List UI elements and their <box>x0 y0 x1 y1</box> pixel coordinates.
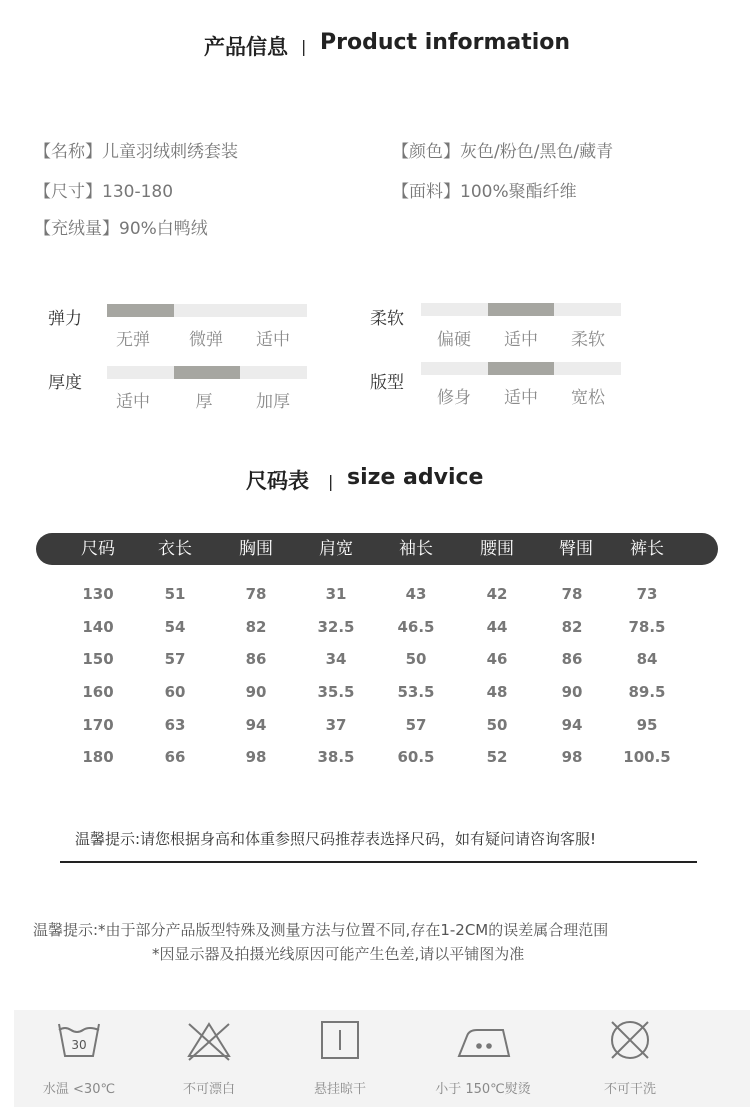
property-label: 版型 <box>370 373 404 393</box>
property-label: 厚度 <box>48 373 82 393</box>
table-cell: 82 <box>245 618 267 636</box>
care-instructions <box>14 1010 750 1107</box>
info-name: 【名称】儿童羽绒刺绣套装 <box>34 142 238 162</box>
bar-segment <box>554 362 621 375</box>
property-bar <box>421 362 621 375</box>
table-cell: 51 <box>164 585 186 603</box>
table-cell: 66 <box>164 748 186 766</box>
table-header-cell: 裤长 <box>630 539 664 559</box>
table-cell: 84 <box>636 650 658 668</box>
table-cell: 35.5 <box>317 683 355 701</box>
table-header-cell: 衣长 <box>158 539 192 559</box>
table-cell: 90 <box>245 683 267 701</box>
table-header-cell: 臀围 <box>559 539 593 559</box>
product-info-title-separator: | <box>301 37 307 56</box>
table-cell: 130 <box>82 585 114 603</box>
property-option: 柔软 <box>571 330 605 350</box>
info-size: 【尺寸】130-180 <box>34 182 174 202</box>
property-option: 修身 <box>437 388 471 408</box>
property-option: 厚 <box>195 392 213 412</box>
care-item-wash <box>19 1010 139 1107</box>
table-cell: 43 <box>405 585 427 603</box>
table-cell: 78.5 <box>628 618 666 636</box>
care-item-hang-dry <box>280 1010 400 1107</box>
table-cell: 78 <box>245 585 267 603</box>
table-cell: 140 <box>82 618 114 636</box>
divider-line <box>60 861 697 863</box>
property-label: 弹力 <box>48 309 82 329</box>
size-table-title-en: size advice <box>347 465 484 490</box>
bar-segment <box>421 303 488 316</box>
size-table-title-separator: | <box>328 472 334 491</box>
table-cell: 160 <box>82 683 114 701</box>
care-item-no-dry-clean <box>570 1010 690 1107</box>
table-cell: 170 <box>82 716 114 734</box>
table-cell: 150 <box>82 650 114 668</box>
info-filling: 【充绒量】90%白鸭绒 <box>34 219 208 239</box>
bar-segment <box>174 366 241 379</box>
table-cell: 37 <box>325 716 347 734</box>
table-cell: 63 <box>164 716 186 734</box>
product-info-title-en: Product information <box>320 30 571 55</box>
care-item-no-bleach <box>149 1010 269 1107</box>
table-cell: 38.5 <box>317 748 355 766</box>
table-cell: 86 <box>561 650 583 668</box>
property-option: 适中 <box>504 330 538 350</box>
table-cell: 57 <box>164 650 186 668</box>
bar-segment <box>240 366 307 379</box>
table-cell: 89.5 <box>628 683 666 701</box>
table-cell: 31 <box>325 585 347 603</box>
note-line-2: *因显示器及拍摄光线原因可能产生色差,请以平铺图为准 <box>152 945 525 963</box>
property-option: 微弹 <box>189 330 223 350</box>
table-cell: 54 <box>164 618 186 636</box>
table-header-cell: 尺码 <box>81 539 115 559</box>
table-cell: 180 <box>82 748 114 766</box>
bar-segment <box>554 303 621 316</box>
table-cell: 60 <box>164 683 186 701</box>
bar-segment <box>107 304 174 317</box>
property-label: 柔软 <box>370 309 404 329</box>
bar-segment <box>488 362 555 375</box>
table-cell: 44 <box>486 618 508 636</box>
table-cell: 52 <box>486 748 508 766</box>
table-cell: 50 <box>405 650 427 668</box>
table-cell: 46.5 <box>397 618 435 636</box>
size-table-header <box>36 533 718 565</box>
wash-30-icon <box>55 1018 103 1064</box>
property-option: 无弹 <box>116 330 150 350</box>
table-cell: 73 <box>636 585 658 603</box>
table-cell: 48 <box>486 683 508 701</box>
care-label: 小于 150℃熨烫 <box>435 1082 531 1097</box>
property-option: 宽松 <box>571 388 605 408</box>
property-option: 适中 <box>504 388 538 408</box>
bar-segment <box>421 362 488 375</box>
table-cell: 86 <box>245 650 267 668</box>
note-line-1: 温馨提示:*由于部分产品版型特殊及测量方法与位置不同,存在1-2CM的误差属合理范围 <box>33 921 609 939</box>
bar-segment <box>107 366 174 379</box>
bar-segment <box>240 304 307 317</box>
table-cell: 100.5 <box>623 748 671 766</box>
table-header-cell: 袖长 <box>399 539 433 559</box>
bar-segment <box>174 304 241 317</box>
table-cell: 94 <box>561 716 583 734</box>
table-cell: 82 <box>561 618 583 636</box>
hang-dry-icon <box>316 1018 364 1064</box>
table-cell: 32.5 <box>317 618 355 636</box>
table-cell: 90 <box>561 683 583 701</box>
table-header-cell: 腰围 <box>480 539 514 559</box>
care-label: 不可干洗 <box>603 1082 656 1097</box>
table-header-cell: 胸围 <box>239 539 273 559</box>
no-bleach-icon <box>185 1018 233 1064</box>
info-color: 【颜色】灰色/粉色/黑色/藏青 <box>392 142 614 162</box>
care-label: 不可漂白 <box>182 1082 235 1097</box>
table-cell: 53.5 <box>397 683 435 701</box>
table-cell: 98 <box>245 748 267 766</box>
no-dry-clean-icon <box>606 1018 654 1064</box>
table-cell: 34 <box>325 650 347 668</box>
care-label: 水温 <30℃ <box>42 1082 116 1097</box>
size-table-title-cn: 尺码表 <box>246 469 309 493</box>
wash-temp-badge: 30 <box>71 1038 87 1052</box>
info-fabric: 【面料】100%聚酯纤维 <box>392 182 577 202</box>
care-label: 悬挂晾干 <box>313 1082 366 1097</box>
size-tip: 温馨提示:请您根据身高和体重参照尺码推荐表选择尺码，如有疑问请咨询客服! <box>75 830 597 848</box>
property-bar <box>421 303 621 316</box>
property-option: 加厚 <box>256 392 290 412</box>
table-cell: 57 <box>405 716 427 734</box>
bar-segment <box>488 303 555 316</box>
table-cell: 42 <box>486 585 508 603</box>
property-option: 适中 <box>116 392 150 412</box>
iron-150-icon <box>453 1018 513 1064</box>
table-cell: 94 <box>245 716 267 734</box>
table-cell: 78 <box>561 585 583 603</box>
table-cell: 60.5 <box>397 748 435 766</box>
property-option: 适中 <box>256 330 290 350</box>
care-item-iron <box>423 1010 543 1107</box>
table-header-cell: 肩宽 <box>319 539 353 559</box>
property-bar <box>107 304 307 317</box>
property-option: 偏硬 <box>437 330 471 350</box>
property-bar <box>107 366 307 379</box>
table-cell: 46 <box>486 650 508 668</box>
table-cell: 98 <box>561 748 583 766</box>
table-cell: 95 <box>636 716 658 734</box>
table-cell: 50 <box>486 716 508 734</box>
product-info-title-cn: 产品信息 <box>204 35 288 59</box>
